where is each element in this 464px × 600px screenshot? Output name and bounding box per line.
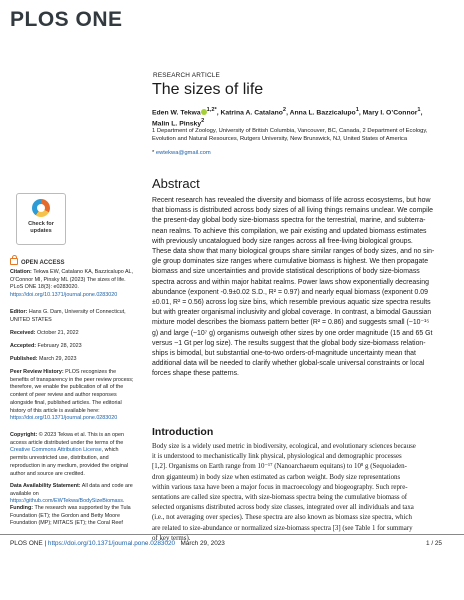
editor-label: Editor: — [10, 309, 28, 315]
author-list — [152, 106, 452, 129]
footer-citation — [10, 540, 225, 547]
affiliations: 1 Department of Zoology, University of British Columbia, Vancouver, BC, Canada, 2 Department of Ecology, Evolution and Natural Resources, Rutgers University, New Brunswick, NJ, United States of America — [152, 128, 428, 142]
published-text: March 29, 2023 — [37, 356, 77, 362]
footer-date: March 29, 2023 — [175, 540, 225, 547]
introduction-heading: Introduction — [152, 426, 214, 438]
open-access-text: OPEN ACCESS — [21, 260, 65, 266]
author-sep: , — [420, 109, 423, 117]
footer-doi-link[interactable]: https://doi.org/10.1371/journal.pone.0283020 — [47, 540, 176, 547]
abstract-heading: Abstract — [152, 176, 200, 191]
peer-review-text: PLOS recognizes the benefits of transparency in the peer review process; therefore, we enable the publication of all of the content of peer review and author responses alongside final, published articles. The editorial history of this article is available here: — [10, 369, 134, 414]
copyright-label: Copyright: — [10, 432, 38, 438]
author-3-sup: 1 — [355, 107, 359, 113]
badge-text — [17, 221, 65, 234]
published-label: Published: — [10, 356, 38, 362]
peer-review-label: Peer Review History: — [10, 369, 64, 375]
data-availability — [10, 483, 134, 506]
data-availability-end: . — [122, 498, 125, 505]
logo-plos: PLOS — [10, 8, 70, 31]
badge-line-1: Check for — [28, 221, 54, 227]
footer-divider — [0, 534, 464, 535]
citation-doi-link[interactable]: https://doi.org/10.1371/journal.pone.0283020 — [10, 292, 118, 299]
peer-review-link[interactable]: https://doi.org/10.1371/journal.pone.0283020 — [10, 415, 118, 422]
cc-license-link[interactable]: Creative Commons Attribution License — [10, 447, 102, 454]
citation-label: Citation: — [10, 269, 32, 275]
check-for-updates-badge[interactable] — [16, 193, 66, 245]
funding-text: The research was supported by the Tula Foundation (ET); the Gordon and Betty Moore Foundation (MP); MITACS (ET); the Coral Reef — [10, 505, 131, 527]
article-title: The sizes of life — [152, 81, 264, 98]
copyright-text: © 2023 Tekwa et al. This is an open access article distributed under the terms of the — [10, 432, 125, 446]
copyright-text-2: , which permits unrestricted use, distribution, and reproduction in any medium, provided the original author and source are credited. — [10, 447, 129, 477]
footer-journal: PLOS ONE — [10, 540, 43, 547]
correspondence — [152, 150, 211, 156]
journal-logo — [10, 8, 123, 32]
received-label: Received: — [10, 330, 36, 336]
citation — [10, 269, 134, 300]
author-3[interactable]: , Anna L. Bazzicalupo — [286, 109, 356, 117]
email-link[interactable]: ewtekwa@gmail.com — [155, 150, 211, 156]
author-2[interactable]: , Katrina A. Catalano — [216, 109, 283, 117]
author-5-sup: 2 — [201, 118, 205, 125]
footer-sep: | — [42, 540, 48, 547]
author-4[interactable]: , Mary I. O’Connor — [358, 109, 418, 117]
published-date — [10, 356, 134, 364]
open-lock-icon — [10, 258, 18, 265]
page-number: 1 / 25 — [426, 540, 442, 547]
peer-review-history — [10, 369, 134, 423]
editor — [10, 309, 134, 324]
article-type: RESEARCH ARTICLE — [153, 72, 221, 79]
data-availability-text: All data and code are available on — [10, 483, 133, 497]
author-1[interactable]: Eden W. Tekwa — [152, 109, 201, 117]
open-access-label — [10, 258, 64, 266]
crossmark-icon — [32, 199, 50, 217]
author-4-sup: 1 — [417, 107, 421, 113]
data-availability-label: Data Availability Statement: — [10, 483, 81, 489]
email-prefix: * — [152, 150, 156, 156]
github-link[interactable]: https://github.com/EWTekwa/BodySizeBiomass — [10, 498, 123, 505]
abstract-text: Recent research has revealed the diversity and biomass of life across ecosystems, but how that biomass is distributed across body sizes of all living things remains unclear. We compile the present-day global body size-biomass spectra for the terrestrial, marine, and subterra- nean realms. To achieve this compilation, we pair existing and updated biomass estimates with previously uncatalogued body size ranges across all free-living biological groups. These data show that many biological groups share similar ranges of body sizes, and no sin- gle group dominates size ranges where cumulative biomass is highest. We then propagate biomass and size uncertainties and provide statistical descriptions of body size-biomass spectra across and within major habitat realms. Power laws show exponentially decreasing abundance (exponent -0.9±0.02 S.D., R² = 0.97) and nearly equal biomass (exponent 0.09 ±0.01, R² = 0.56) across log size bins, which resemble previous aquatic size spectra results but with greater organismal inclusivity and global coverage. In contrast, a bimodal Gaussian mixture model describes the biomass pattern better (R² = 0.86) and suggests small (~10⁻¹⁵ g) and large (~10⁷ g) organisms outweigh other sizes by one order magnitude (15 and 65 Gt versus ~1 Gt per log size). The results suggest that the global body size-biomass relation- ships is bimodal, but substantial one-to-two orders-of-magnitude uncertainty mean that additional data will be needed to clarify whether global-scale universal constraints or local forces shape these patterns. — [152, 197, 435, 378]
accepted-label: Accepted: — [10, 343, 37, 349]
received-date — [10, 330, 134, 338]
funding — [10, 505, 134, 528]
author-2-sup: 2 — [282, 107, 287, 113]
introduction-text: Body size is a widely used metric in biodiversity, ecological, and evolutionary sciences because it is understood to mechanistically link physical, physiological and demographic processes [1,2]. Organisms on Earth range from 10⁻¹⁷ (Nanoarchaeum equitans) to 10⁸ g (Sequoiaden- dron giganteum) in body size when estimated as carbon weight. Body size representations within various taxa have been a major focus in macroecology and biogeography. Such repre- sentations are called size spectra, with size-biomass spectra being the cumulative biomass of selected organisms distributed across body size classes, integrated over all individuals and taxa (i.e., not averaging over species). These spectra are also known as biomass size spectra, which are related to size-abundance or normalized size-biomass spectra [3] (see Table 1 for summary of key terms). — [152, 443, 416, 542]
author-5[interactable]: Malin L. Pinsky — [152, 120, 202, 128]
logo-one: ONE — [75, 8, 123, 31]
copyright — [10, 432, 134, 478]
accepted-date — [10, 343, 134, 351]
author-1-sup: 1,2* — [206, 107, 217, 113]
editor-text: Hans G. Dam, University of Connecticut, UNITED STATES — [10, 309, 126, 323]
badge-line-2: updates — [30, 227, 52, 234]
funding-label: Funding: — [10, 505, 34, 511]
received-text: October 21, 2022 — [35, 330, 79, 336]
citation-text: Tekwa EW, Catalano KA, Bazzicalupo AL, O’Connor MI, Pinsky ML (2023) The sizes of life. PLoS ONE 18(3): e0283020. — [10, 269, 134, 291]
accepted-text: February 28, 2023 — [36, 343, 82, 349]
